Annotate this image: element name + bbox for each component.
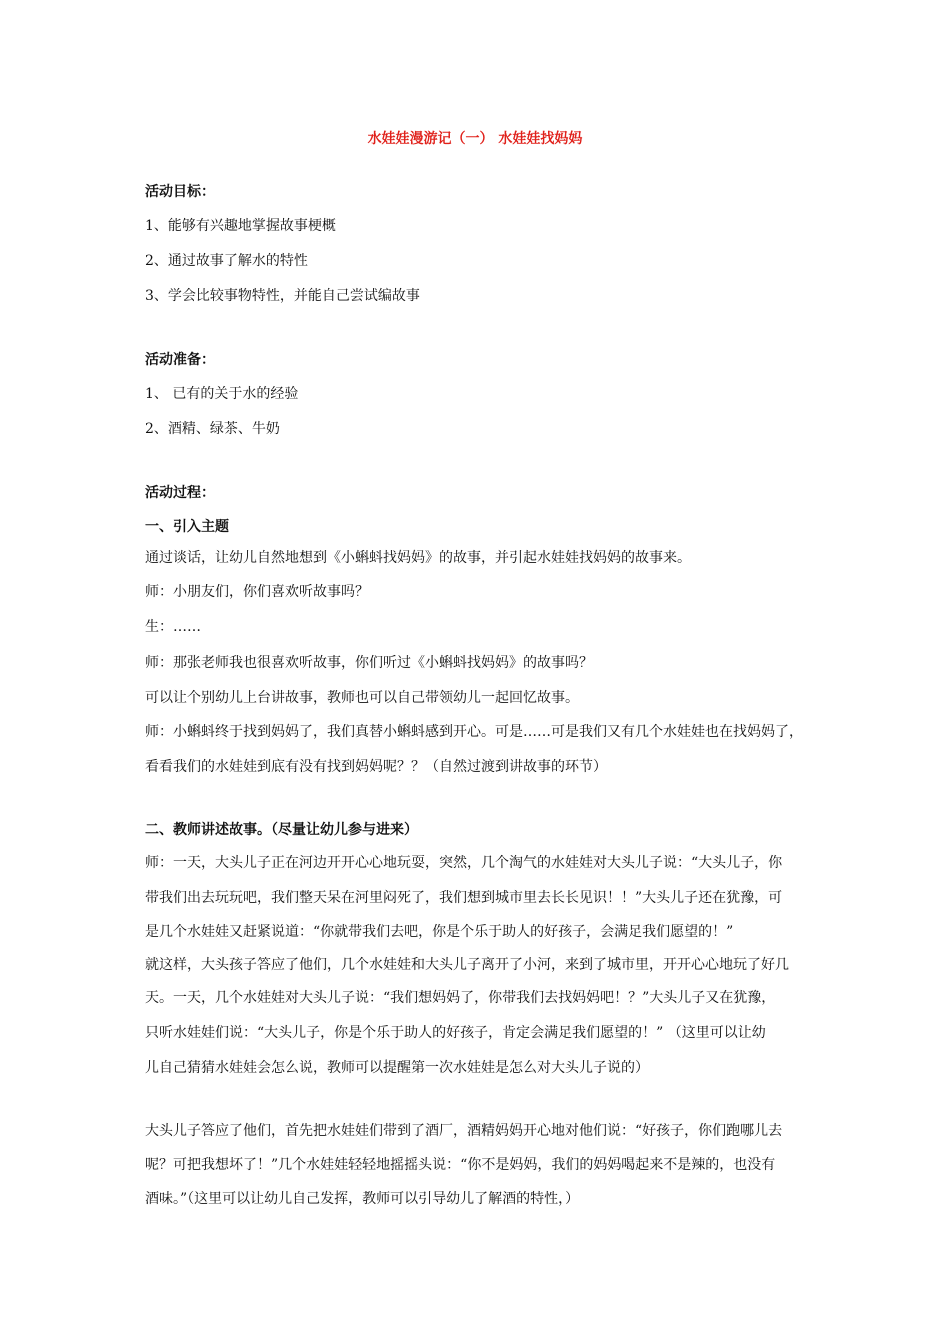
goal-item-2: 2、通过故事了解水的特性 <box>145 253 308 269</box>
section-1-line: 师：小蝌蚪终于找到妈妈了，我们真替小蝌蚪感到开心。可是……可是我们又有几个水娃娃也在找妈妈了， <box>145 724 803 740</box>
goal-item-3: 3、学会比较事物特性，并能自己尝试编故事 <box>145 288 420 304</box>
prep-item-2: 2、酒精、绿茶、牛奶 <box>145 421 280 437</box>
section-3-line: 酒味。”（这里可以让幼儿自己发挥，教师可以引导幼儿了解酒的特性，） <box>145 1191 580 1207</box>
section-1-line: 可以让个别幼儿上台讲故事，教师也可以自己带领幼儿一起回忆故事。 <box>145 690 579 706</box>
section-2-heading: 二、教师讲述故事。（尽量让幼儿参与进来） <box>145 822 418 838</box>
section-1-line: 生：…… <box>145 619 201 635</box>
section-2-line: 带我们出去玩玩吧，我们整天呆在河里闷死了，我们想到城市里去长长见识！！”大头儿子还在犹豫，可 <box>145 890 783 906</box>
section-1-line: 通过谈话，让幼儿自然地想到《小蝌蚪找妈妈》的故事，并引起水娃娃找妈妈的故事来。 <box>145 550 691 566</box>
goal-item-1: 1、能够有兴趣地掌握故事梗概 <box>145 218 336 234</box>
section-1-heading: 一、引入主题 <box>145 519 229 535</box>
goals-heading: 活动目标： <box>145 184 215 200</box>
section-3-line: 大头儿子答应了他们，首先把水娃娃们带到了酒厂，酒精妈妈开心地对他们说：“好孩子，你们跑哪儿去 <box>145 1123 783 1139</box>
section-2-line: 是几个水娃娃又赶紧说道：“你就带我们去吧，你是个乐于助人的好孩子，会满足我们愿望的！” <box>145 924 734 940</box>
document-title: 水娃娃漫游记（一） 水娃娃找妈妈 <box>367 131 583 147</box>
process-heading: 活动过程： <box>145 485 215 501</box>
section-2-line: 只听水娃娃们说：“大头儿子，你是个乐于助人的好孩子，肯定会满足我们愿望的！” （这里可以让幼 <box>145 1025 766 1041</box>
section-1-line: 师：那张老师我也很喜欢听故事，你们听过《小蝌蚪找妈妈》的故事吗？ <box>145 655 593 671</box>
section-3-line: 呢？可把我想坏了！”几个水娃娃轻轻地摇摇头说：“你不是妈妈，我们的妈妈喝起来不是辣的，也没有 <box>145 1157 776 1173</box>
section-1-line: 师：小朋友们，你们喜欢听故事吗？ <box>145 584 369 600</box>
section-1-line: 看看我们的水娃娃到底有没有找到妈妈呢？？（自然过渡到讲故事的环节） <box>145 759 607 775</box>
prep-item-1: 1、 已有的关于水的经验 <box>145 386 299 402</box>
section-2-line: 就这样，大头孩子答应了他们，几个水娃娃和大头儿子离开了小河，来到了城市里，开开心心地玩了好几 <box>145 957 789 973</box>
prep-heading: 活动准备： <box>145 352 215 368</box>
section-2-line: 儿自己猜猜水娃娃会怎么说，教师可以提醒第一次水娃娃是怎么对大头儿子说的） <box>145 1060 649 1076</box>
section-2-line: 师：一天，大头儿子正在河边开开心心地玩耍，突然，几个淘气的水娃娃对大头儿子说：“大头儿子，你 <box>145 855 783 871</box>
section-2-line: 天。一天，几个水娃娃对大头儿子说：“我们想妈妈了，你带我们去找妈妈吧！？”大头儿子又在犹豫， <box>145 990 776 1006</box>
